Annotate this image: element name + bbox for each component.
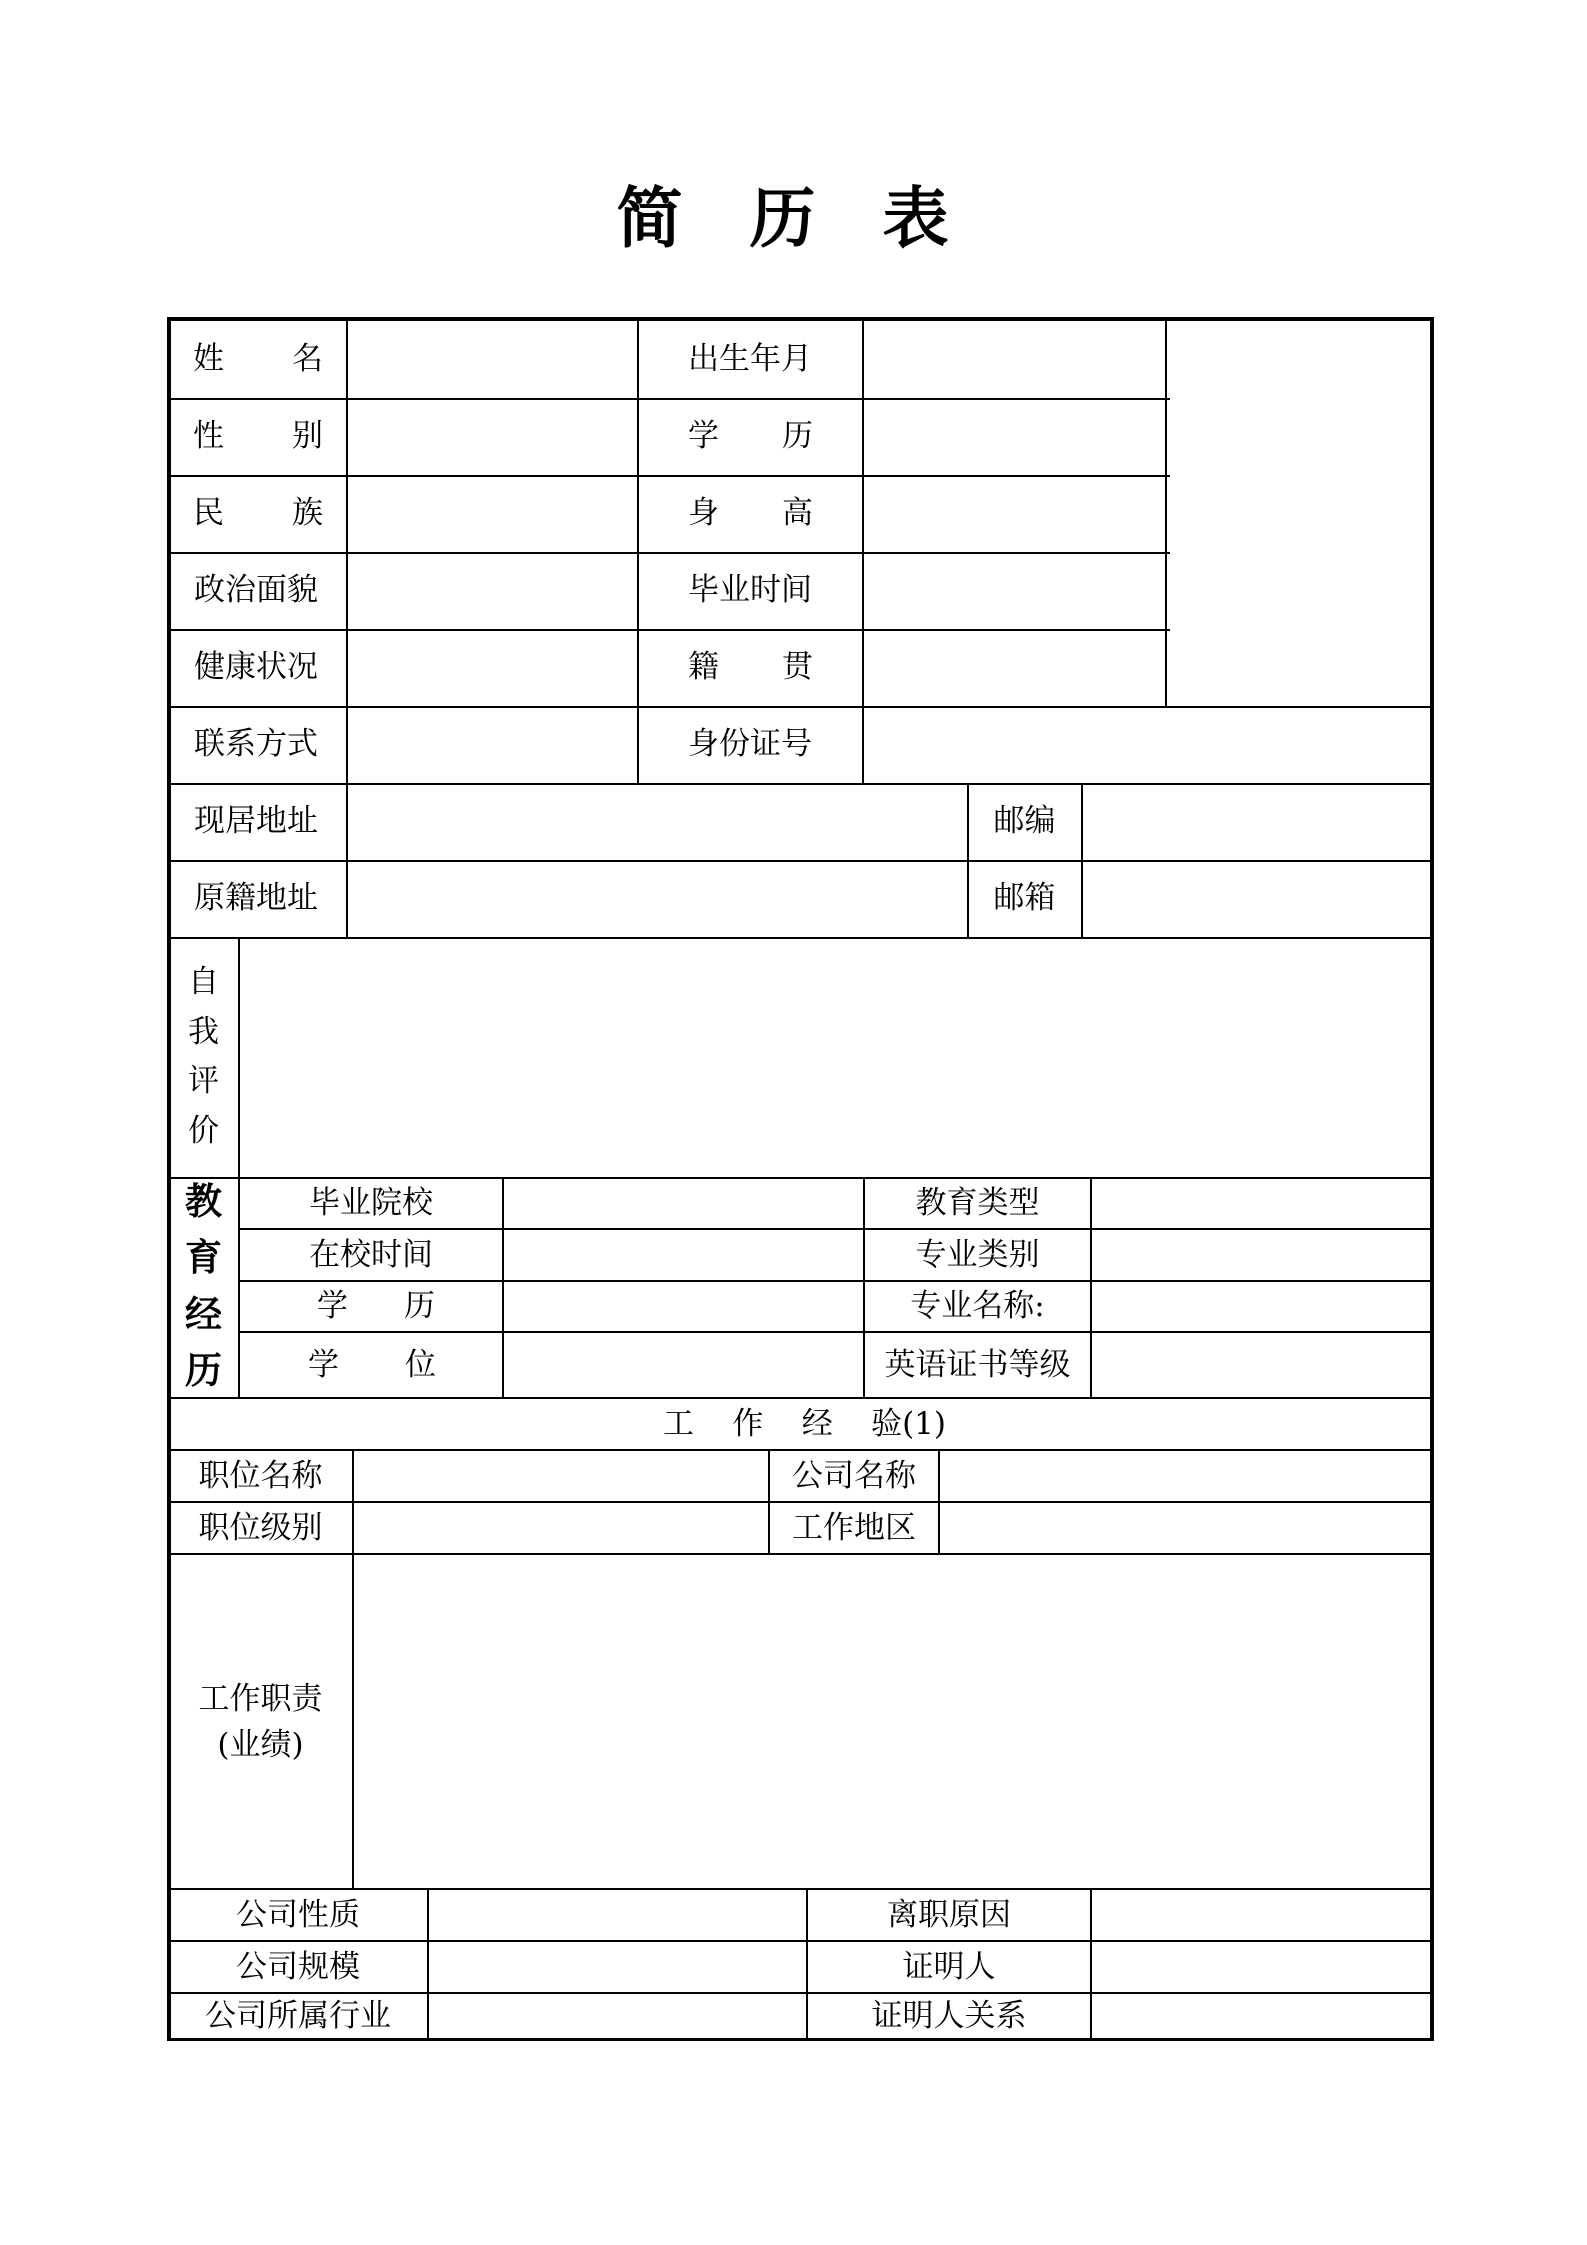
birth-label: 出生年月 bbox=[688, 341, 812, 377]
origin-address-label: 原籍地址 bbox=[194, 880, 318, 916]
postcode-label: 邮编 bbox=[993, 803, 1056, 839]
reference-field[interactable] bbox=[1092, 1942, 1430, 1992]
label-char: 验(1) bbox=[871, 1405, 946, 1442]
company-industry-label: 公司所属行业 bbox=[205, 1997, 391, 2034]
company-nature-label: 公司性质 bbox=[236, 1896, 360, 1933]
duty-label-line: (业绩) bbox=[217, 1726, 304, 1763]
health-field[interactable] bbox=[348, 629, 637, 706]
email-label: 邮箱 bbox=[993, 880, 1056, 916]
email-field[interactable] bbox=[1083, 860, 1430, 937]
name-label bbox=[193, 321, 323, 398]
label-char: 学 bbox=[688, 418, 719, 454]
contact-field[interactable] bbox=[348, 706, 637, 783]
label-char: 育 bbox=[185, 1235, 222, 1280]
birth-field[interactable] bbox=[864, 321, 1165, 398]
label-char: 名 bbox=[292, 341, 323, 377]
label-char: 性 bbox=[193, 418, 224, 454]
native-place-label bbox=[688, 629, 813, 706]
leave-reason-field[interactable] bbox=[1092, 1890, 1430, 1940]
label-char: 族 bbox=[292, 495, 323, 531]
postcode-field[interactable] bbox=[1083, 783, 1430, 860]
duty-label bbox=[169, 1555, 352, 1888]
gender-label bbox=[193, 398, 323, 475]
label-char: 学 bbox=[308, 1346, 339, 1383]
origin-address-field[interactable] bbox=[348, 860, 967, 937]
degree-field[interactable] bbox=[504, 1333, 863, 1397]
position-label: 职位名称 bbox=[198, 1457, 323, 1494]
height-label bbox=[688, 475, 813, 552]
id-number-label: 身份证号 bbox=[688, 726, 812, 762]
label-char: 籍 bbox=[688, 649, 719, 685]
ethnicity-label bbox=[193, 475, 323, 552]
label-char: 工 bbox=[663, 1405, 694, 1442]
label-char: 贯 bbox=[782, 649, 813, 685]
degree-label bbox=[308, 1333, 436, 1397]
label-char: 姓 bbox=[193, 341, 224, 377]
company-name-field[interactable] bbox=[940, 1451, 1430, 1501]
position-level-field[interactable] bbox=[354, 1503, 768, 1553]
label-char: 历 bbox=[404, 1288, 435, 1324]
work-region-field[interactable] bbox=[940, 1503, 1430, 1553]
study-period-field[interactable] bbox=[504, 1230, 863, 1280]
reference-relation-field[interactable] bbox=[1092, 1994, 1430, 2038]
leave-reason-label: 离职原因 bbox=[887, 1896, 1011, 1933]
major-category-label: 专业类别 bbox=[915, 1236, 1040, 1273]
political-label: 政治面貌 bbox=[194, 572, 318, 608]
label-char: 别 bbox=[292, 418, 323, 454]
company-name-label: 公司名称 bbox=[792, 1457, 916, 1494]
political-field[interactable] bbox=[348, 552, 637, 629]
english-cert-label: 英语证书等级 bbox=[884, 1346, 1071, 1383]
native-place-field[interactable] bbox=[864, 629, 1165, 706]
current-address-field[interactable] bbox=[348, 783, 967, 860]
school-label: 毕业院校 bbox=[309, 1185, 433, 1221]
study-period-label: 在校时间 bbox=[309, 1236, 433, 1273]
major-name-field[interactable] bbox=[1092, 1282, 1430, 1331]
company-industry-field[interactable] bbox=[429, 1994, 806, 2038]
label-char: 经 bbox=[185, 1291, 222, 1336]
education-level-label bbox=[688, 398, 813, 475]
grad-time-label: 毕业时间 bbox=[688, 572, 812, 608]
edu-degree-level-label bbox=[317, 1282, 435, 1331]
grad-time-field[interactable] bbox=[864, 552, 1165, 629]
self-evaluation-field[interactable] bbox=[240, 939, 1430, 1177]
gender-field[interactable] bbox=[348, 398, 637, 475]
label-char: 我 bbox=[188, 1013, 219, 1050]
health-label: 健康状况 bbox=[194, 649, 318, 685]
edu-type-field[interactable] bbox=[1092, 1179, 1430, 1228]
reference-relation-label: 证明人关系 bbox=[871, 1997, 1027, 2034]
edu-degree-level-field[interactable] bbox=[504, 1282, 863, 1331]
self-evaluation-label bbox=[169, 964, 238, 1149]
major-name-label: 专业名称: bbox=[910, 1288, 1045, 1324]
education-level-field[interactable] bbox=[864, 398, 1165, 475]
height-field[interactable] bbox=[864, 475, 1165, 552]
page-title: 简 历 表 bbox=[616, 180, 971, 257]
major-category-field[interactable] bbox=[1092, 1230, 1430, 1280]
english-cert-field[interactable] bbox=[1092, 1333, 1430, 1397]
reference-label: 证明人 bbox=[902, 1948, 996, 1985]
label-char: 教 bbox=[185, 1179, 222, 1223]
label-char: 历 bbox=[185, 1347, 222, 1392]
photo-area[interactable] bbox=[1167, 321, 1430, 706]
current-address-label: 现居地址 bbox=[194, 803, 318, 839]
label-char: 评 bbox=[188, 1063, 219, 1100]
label-char: 价 bbox=[188, 1112, 219, 1149]
table-bottom-border bbox=[167, 2038, 1434, 2041]
education-section-label bbox=[169, 1179, 238, 1392]
position-field[interactable] bbox=[354, 1451, 768, 1501]
work-region-label: 工作地区 bbox=[792, 1509, 916, 1546]
duty-field[interactable] bbox=[354, 1555, 1430, 1888]
edu-type-label: 教育类型 bbox=[915, 1185, 1040, 1221]
position-level-label: 职位级别 bbox=[198, 1509, 323, 1546]
work-experience-header bbox=[663, 1399, 946, 1449]
label-char: 作 bbox=[732, 1405, 764, 1442]
label-char: 民 bbox=[193, 495, 224, 531]
label-char: 经 bbox=[801, 1405, 833, 1442]
company-scale-field[interactable] bbox=[429, 1942, 806, 1992]
duty-label-line: 工作职责 bbox=[198, 1680, 323, 1717]
id-number-field[interactable] bbox=[864, 706, 1430, 783]
label-char: 历 bbox=[782, 418, 813, 454]
label-char: 学 bbox=[317, 1288, 348, 1324]
company-scale-label: 公司规模 bbox=[236, 1948, 360, 1985]
contact-label: 联系方式 bbox=[194, 726, 318, 762]
school-field[interactable] bbox=[504, 1179, 863, 1228]
label-char: 高 bbox=[782, 495, 813, 531]
label-char: 身 bbox=[688, 495, 719, 531]
name-field[interactable] bbox=[348, 321, 637, 398]
company-nature-field[interactable] bbox=[429, 1890, 806, 1940]
ethnicity-field[interactable] bbox=[348, 475, 637, 552]
label-char: 自 bbox=[188, 964, 219, 1000]
label-char: 位 bbox=[405, 1346, 436, 1383]
